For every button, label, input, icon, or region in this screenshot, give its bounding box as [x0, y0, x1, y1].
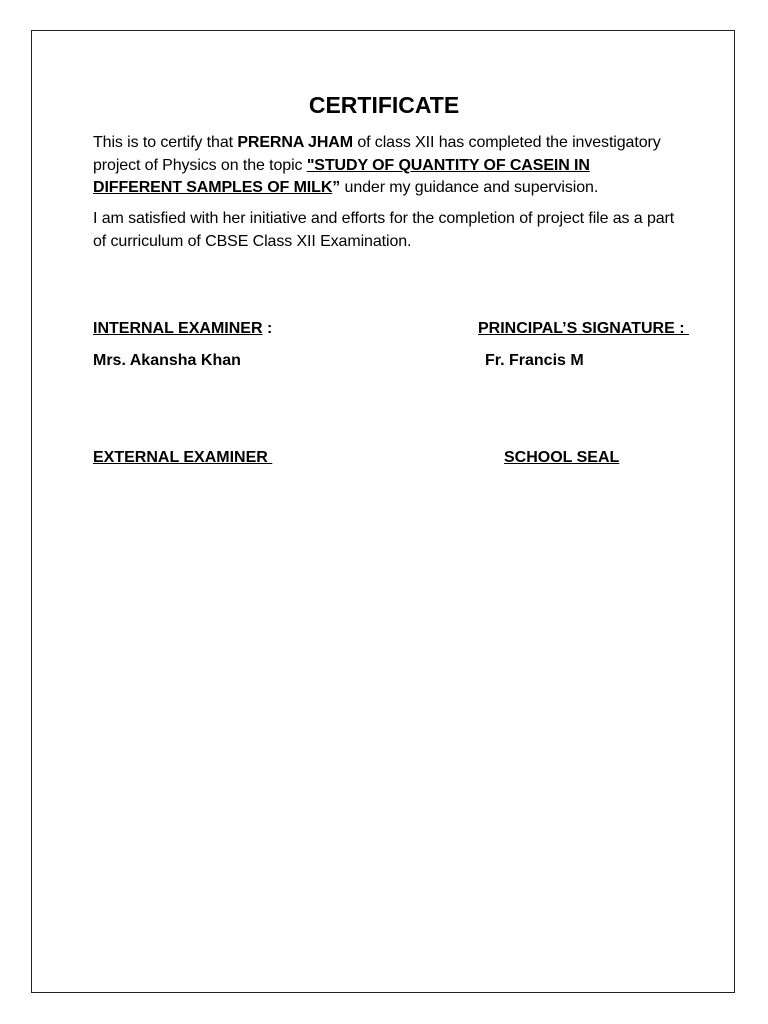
- para1-intro: This is to certify that: [93, 134, 238, 151]
- student-name: PRERNA JHAM: [237, 134, 353, 151]
- internal-examiner-label: INTERNAL EXAMINER: [93, 320, 263, 337]
- school-seal-heading: [504, 448, 619, 468]
- principal-signature-label: PRINCIPAL’S SIGNATURE :: [478, 320, 689, 337]
- internal-examiner-name: Mrs. Akansha Khan: [93, 352, 241, 369]
- school-seal-label: SCHOOL SEAL: [504, 449, 620, 466]
- internal-examiner-colon: :: [262, 320, 273, 337]
- para1-ending: under my guidance and supervision.: [340, 179, 599, 196]
- certificate-paragraph-1: [93, 132, 683, 200]
- principal-name: Fr. Francis M: [485, 352, 584, 369]
- external-examiner-heading: [93, 448, 272, 468]
- internal-examiner-heading: [93, 319, 272, 339]
- principal-signature-heading: [478, 319, 689, 339]
- topic-close-quote: ”: [332, 179, 341, 196]
- project-topic: "STUDY OF QUANTITY OF CASEIN IN DIFFERENT SAMPLES OF MILK: [93, 156, 590, 196]
- certificate-title: CERTIFICATE: [308, 92, 460, 118]
- para1-middle: of class XII has completed the investigatory project of Physics on the topic: [93, 134, 661, 174]
- certificate-paragraph-2: I am satisfied with her initiative and efforts for the completion of project file as a part of curriculum of CBSE Class XII Examination.: [93, 210, 675, 250]
- external-examiner-label: EXTERNAL EXAMINER: [93, 449, 273, 466]
